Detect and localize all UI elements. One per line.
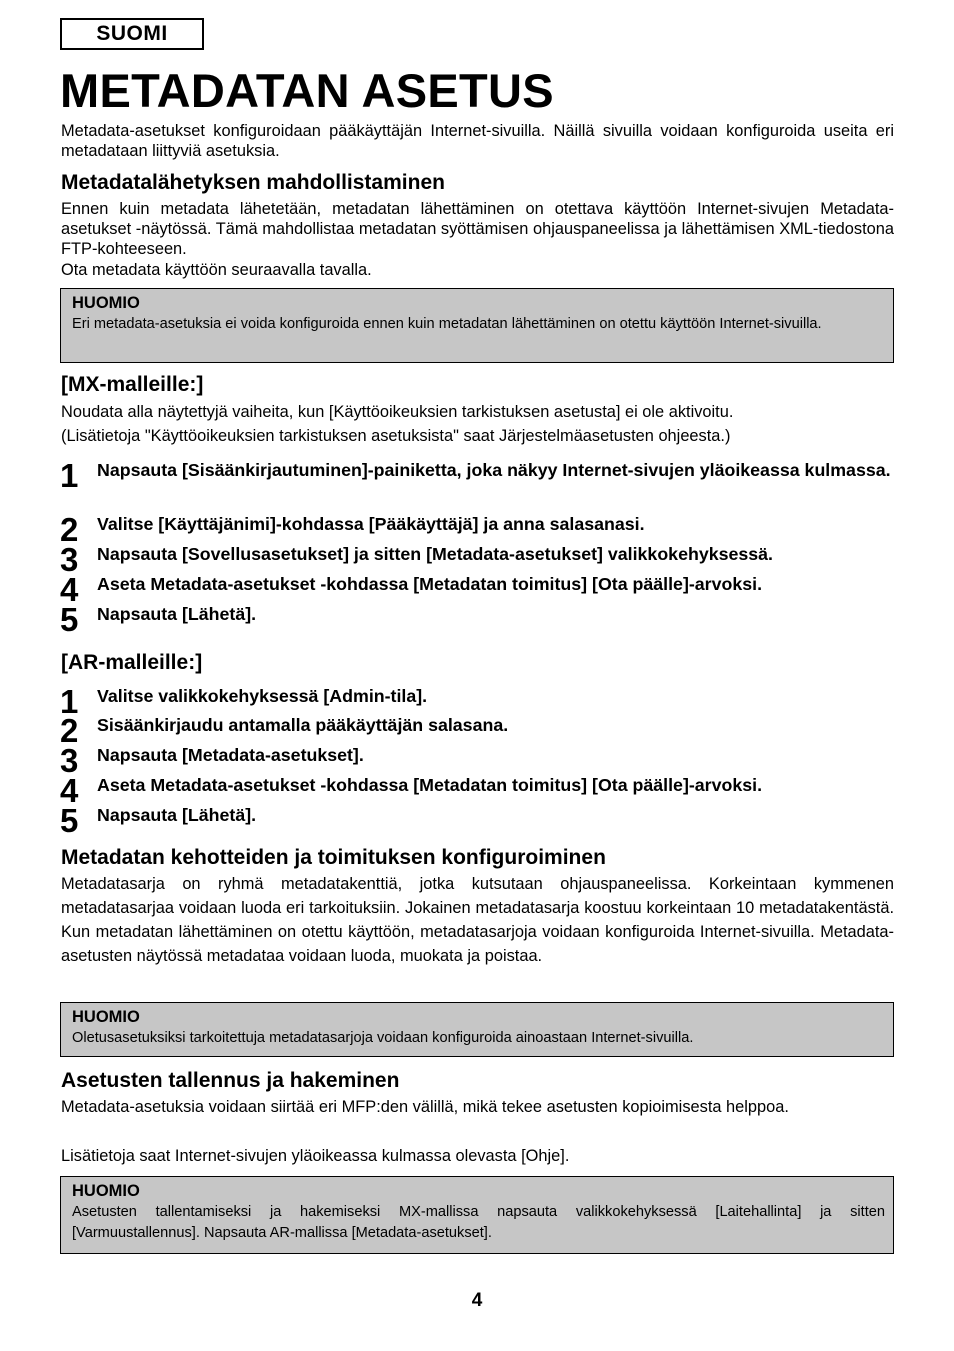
step-number: 4 bbox=[60, 571, 79, 608]
mx-step-2 bbox=[60, 511, 894, 548]
step-number: 4 bbox=[60, 772, 79, 809]
section-heading-config: Metadatan kehotteiden ja toimituksen konfiguroiminen bbox=[61, 846, 606, 869]
ar-heading: [AR-malleille:] bbox=[61, 651, 203, 674]
note-text: Asetusten tallentamiseksi ja hakemiseksi MX-mallissa napsauta valikkokehyksessä [Laitehallinta] ja sitten [Varmuustallennus]. Napsauta AR-mallissa [Metadata-asetukset]. bbox=[72, 1204, 885, 1241]
mx-step-1 bbox=[60, 458, 894, 510]
step-text: Aseta Metadata-asetukset -kohdassa [Metadatan toimitus] [Ota päälle]-arvoksi. bbox=[97, 775, 763, 795]
mx-step-5 bbox=[60, 601, 894, 638]
step-number: 3 bbox=[60, 742, 79, 779]
step-text: Napsauta [Sovellusasetukset] ja sitten [Metadata-asetukset] valikkokehyksessä. bbox=[97, 544, 773, 564]
save-paragraph: Metadata-asetuksia voidaan siirtää eri MFP:den välillä, mikä tekee asetusten kopioimisesta helppoa. bbox=[61, 1098, 789, 1116]
ar-step-5 bbox=[60, 802, 894, 839]
ar-step-2 bbox=[60, 712, 894, 749]
step-text: Aseta Metadata-asetukset -kohdassa [Metadatan toimitus] [Ota päälle]-arvoksi. bbox=[97, 574, 763, 594]
enable-paragraph: Ennen kuin metadata lähetetään, metadatan lähettäminen on otettava käyttöön Internet-sivujen Metadata-asetukset -näytössä. Tämä mahdollistaa metadatan syöttämisen ohjauspaneelissa ja lähettämisen XML-tiedostona FTP-kohteeseen. bbox=[61, 200, 894, 258]
step-number: 1 bbox=[60, 683, 79, 720]
page-number: 4 bbox=[471, 1290, 483, 1311]
step-text: Sisäänkirjaudu antamalla pääkäyttäjän salasana. bbox=[97, 715, 509, 735]
step-number: 2 bbox=[60, 511, 79, 548]
note-box-config bbox=[60, 1002, 894, 1057]
section-heading-enable: Metadatalähetyksen mahdollistaminen bbox=[61, 171, 445, 194]
note-text: Oletusasetuksiksi tarkoitettuja metadatasarjoja voidaan konfiguroida ainoastaan Internet-sivuilla. bbox=[72, 1030, 694, 1046]
mx-heading: [MX-malleille:] bbox=[61, 373, 204, 396]
step-text: Valitse valikkokehyksessä [Admin-tila]. bbox=[97, 686, 428, 706]
ar-step-4 bbox=[60, 772, 894, 809]
step-number: 1 bbox=[60, 457, 79, 494]
note-label: HUOMIO bbox=[72, 1182, 140, 1200]
ar-step-1 bbox=[60, 683, 894, 720]
language-tag: SUOMI bbox=[60, 18, 204, 50]
mx-reference: (Lisätietoja "Käyttöoikeuksien tarkistuksen asetuksista" saat Järjestelmäasetusten ohjeesta.) bbox=[61, 427, 731, 445]
note-label: HUOMIO bbox=[72, 1008, 140, 1026]
mx-step-4 bbox=[60, 571, 894, 608]
enable-paragraph-2: Ota metadata käyttöön seuraavalla tavalla. bbox=[61, 261, 372, 279]
step-number: 3 bbox=[60, 541, 79, 578]
ar-step-3 bbox=[60, 742, 894, 779]
note-box-enable bbox=[60, 288, 894, 363]
note-text: Eri metadata-asetuksia ei voida konfiguroida ennen kuin metadatan lähettäminen on otettu käyttöön Internet-sivuilla. bbox=[72, 316, 822, 332]
step-text: Napsauta [Lähetä]. bbox=[97, 805, 257, 825]
save-paragraph-2: Lisätietoja saat Internet-sivujen yläoikeassa kulmassa olevasta [Ohje]. bbox=[61, 1147, 570, 1165]
step-number: 5 bbox=[60, 802, 79, 839]
mx-step-3 bbox=[60, 541, 894, 578]
step-number: 2 bbox=[60, 712, 79, 749]
config-paragraph: Metadatasarja on ryhmä metadatakenttiä, jotka kutsutaan ohjauspaneelissa. Korkeintaan kymmenen metadatasarjaa voidaan luoda eri tarkoituksiin. Jokainen metadatasarja koostuu korkeintaan 10 metadatakentästä. Kun metadatan lähettäminen on otettu käyttöön, metadatasarjoja voidaan konfiguroida Internet-sivuilla. Metadata-asetusten näytössä metadataa voidaan luoda, muokata ja poistaa. bbox=[61, 875, 894, 965]
note-box-save bbox=[60, 1176, 894, 1254]
step-text: Napsauta [Metadata-asetukset]. bbox=[97, 745, 364, 765]
step-text: Valitse [Käyttäjänimi]-kohdassa [Pääkäyttäjä] ja anna salasanasi. bbox=[97, 514, 645, 534]
step-text: Napsauta [Sisäänkirjautuminen]-painiketta, joka näkyy Internet-sivujen yläoikeassa kulmassa. bbox=[97, 460, 891, 480]
page-title: METADATAN ASETUS bbox=[60, 64, 554, 117]
section-heading-save: Asetusten tallennus ja hakeminen bbox=[61, 1069, 400, 1092]
step-number: 5 bbox=[60, 601, 79, 638]
intro-paragraph: Metadata-asetukset konfiguroidaan pääkäyttäjän Internet-sivuilla. Näillä sivuilla voidaan konfiguroida useita eri metadataan liittyviä asetuksia. bbox=[61, 122, 894, 160]
note-label: HUOMIO bbox=[72, 294, 140, 312]
step-text: Napsauta [Lähetä]. bbox=[97, 604, 257, 624]
mx-instruction: Noudata alla näytettyjä vaiheita, kun [Käyttöoikeuksien tarkistuksen asetusta] ei ole aktivoitu. bbox=[61, 403, 734, 421]
